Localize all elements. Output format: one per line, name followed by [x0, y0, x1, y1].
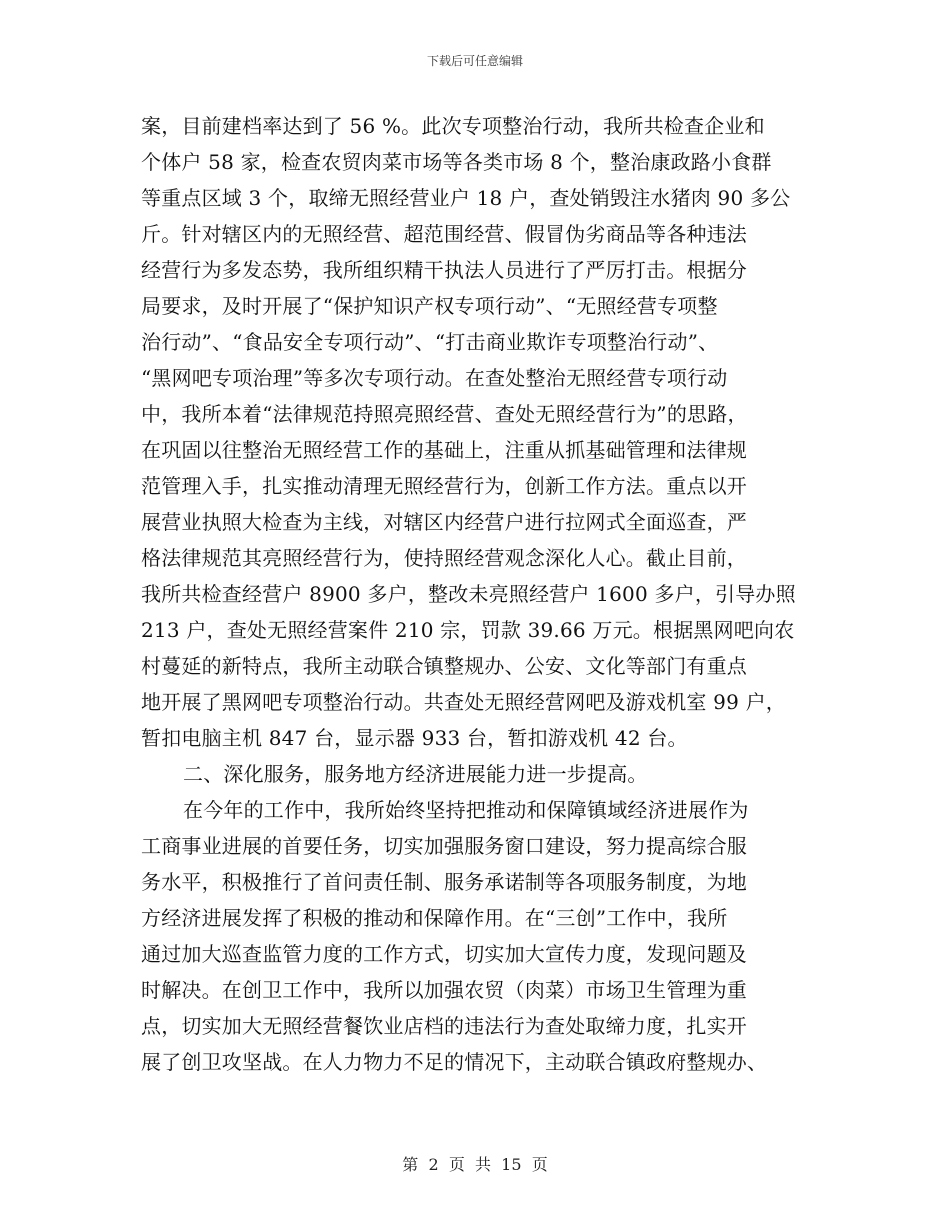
text-line: 地开展了黑网吧专项整治行动。共查处无照经营网吧及游戏机室 99 户， [141, 690, 786, 714]
text-line: 点，切实加大无照经营餐饮业店档的违法行为查处取缔力度，扎实开 [141, 1014, 747, 1038]
page-number-footer: 第 2 页 共 15 页 [402, 1155, 548, 1174]
page-header: 下载后可任意编辑 [426, 54, 523, 68]
text-line: 中，我所本着“法律规范持照亮照经营、查处无照经营行为”的思路， [141, 402, 748, 426]
text-line: 务水平，积极推行了首问责任制、服务承诺制等各项服务制度，为地 [141, 870, 747, 894]
text-line: 斤。针对辖区内的无照经营、超范围经营、假冒伪劣商品等各种违法 [141, 222, 747, 246]
text-line: 在巩固以往整治无照经营工作的基础上，注重从抓基础管理和法律规 [141, 438, 747, 462]
text-line: 暂扣电脑主机 847 台，显示器 933 台，暂扣游戏机 42 台。 [141, 726, 688, 750]
text-line: 局要求，及时开展了“保护知识产权专项行动”、“无照经营专项整 [141, 294, 718, 318]
text-line: 展了创卫攻坚战。在人力物力不足的情况下，主动联合镇政府整规办、 [141, 1050, 768, 1074]
text-line: “黑网吧专项治理”等多次专项行动。在查处整治无照经营专项行动 [141, 366, 728, 390]
text-line: 格法律规范其亮照经营行为，使持照经营观念深化人心。截止目前， [141, 546, 747, 570]
text-line: 村蔓延的新特点，我所主动联合镇整规办、公安、文化等部门有重点 [141, 654, 747, 678]
text-line: 展营业执照大检查为主线，对辖区内经营户进行拉网式全面巡查，严 [141, 510, 747, 534]
text-line: 个体户 58 家，检查农贸肉菜市场等各类市场 8 个，整治康政路小食群 [141, 150, 772, 174]
text-line: 方经济进展发挥了积极的推动和保障作用。在“三创”工作中，我所 [141, 906, 728, 930]
text-line: 我所共检查经营户 8900 多户，整改未亮照经营户 1600 多户，引导办照 [141, 582, 796, 606]
text-line: 通过加大巡查监管力度的工作方式，切实加大宣传力度，发现问题及 [141, 942, 747, 966]
text-line: 时解决。在创卫工作中，我所以加强农贸（肉菜）市场卫生管理为重 [141, 978, 747, 1002]
text-line: 治行动”、“食品安全专项行动”、“打击商业欺诈专项整治行动”、 [141, 330, 719, 354]
text-line: 工商事业进展的首要任务，切实加强服务窗口建设，努力提高综合服 [141, 834, 747, 858]
text-line: 范管理入手，扎实推动清理无照经营行为，创新工作方法。重点以开 [141, 474, 747, 498]
document-body [141, 108, 813, 1080]
text-line: 在今年的工作中，我所始终坚持把推动和保障镇域经济进展作为 [183, 798, 749, 822]
text-line: 213 户，查处无照经营案件 210 宗，罚款 39.66 万元。根据黑网吧向农 [141, 618, 795, 642]
text-line: 经营行为多发态势，我所组织精干执法人员进行了严厉打击。根据分 [141, 258, 747, 282]
text-line: 等重点区域 3 个，取缔无照经营业户 18 户，查处销毁注水猪肉 90 多公 [141, 186, 791, 210]
section-heading: 二、深化服务，服务地方经济进展能力进一步提高。 [183, 762, 648, 786]
text-line: 案，目前建档率达到了 56 %。此次专项整治行动，我所共检查企业和 [141, 114, 765, 138]
